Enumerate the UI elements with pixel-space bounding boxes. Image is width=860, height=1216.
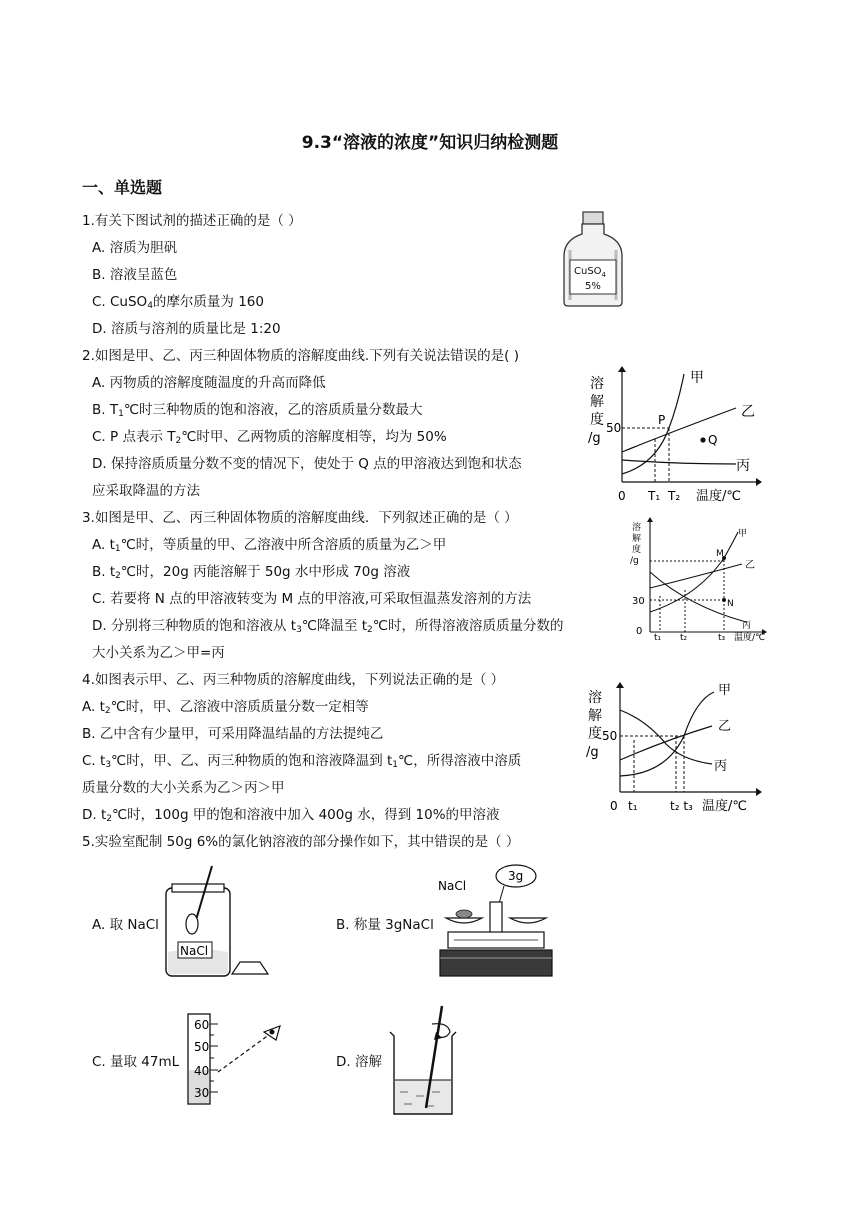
curve-bing [650,572,746,622]
option-c[interactable]: C. 量取 47mL [92,1054,180,1070]
tick-t2-t3: t₂ t₃ [670,799,693,813]
solubility-chart-q4 [586,680,762,820]
question-stem: 3.如图是甲、乙、丙三种固体物质的溶解度曲线．下列叙述正确的是（ ） [82,510,518,526]
svg-text:5%: 5% [585,281,601,292]
option-d-line2: 大小关系为乙＞甲=丙 [92,645,225,661]
balance-nacl-label: NaCl [438,879,467,893]
solubility-chart-q2 [586,364,762,506]
label-bing: 丙 [714,759,728,774]
option-d[interactable]: D. 溶解 [336,1054,382,1070]
tick-label: 50 [194,1040,210,1054]
tick-t1: t₁ [628,799,638,813]
bottle-stopper [583,212,603,224]
option-a[interactable]: A. 取 NaCl [92,917,159,933]
label-yi: 乙 [718,719,732,734]
option-c[interactable]: C. 若要将 N 点的甲溶液转变为 M 点的甲溶液,可采取恒温蒸发溶剂的方法 [92,591,532,607]
tick-label: 60 [194,1018,210,1032]
balance-base [440,950,552,976]
x-axis-label: 温度/℃ [696,489,741,504]
tick-30: 30 [632,596,645,607]
tick-50: 50 [606,421,622,435]
option-c-line1[interactable]: C. $t_3℃$时，甲、乙、丙三种物质的饱和溶液降温到 $t_1℃$，所得溶液中溶质 [82,753,522,770]
tick-t1: T₁ [648,489,661,503]
ylabel-char: 解 [588,708,602,724]
ylabel-char: /g [588,431,601,446]
option-a[interactable]: A. 溶质为胆矾 [92,240,178,256]
origin: 0 [610,799,618,813]
curve-yi [622,408,736,452]
origin: 0 [618,489,626,503]
option-b[interactable]: B. 溶液呈蓝色 [92,267,178,283]
question-stem: 4.如图表示甲、乙、丙三种物质的溶解度曲线，下列说法正确的是（ ） [82,672,505,688]
ylabel-char: 解 [590,394,604,410]
option-b[interactable]: B. $t_2℃$时，20g 丙能溶解于 50g 水中形成 70g 溶液 [92,564,411,581]
option-d[interactable]: D. $t_2℃$时，100g 甲的饱和溶液中加入 400g 水，得到 10%的甲溶液 [82,807,500,824]
question-stem: 2.如图是甲、乙、丙三种固体物质的溶解度曲线.下列有关说法错误的是( ) [82,348,519,364]
point-n [722,598,726,602]
option-a[interactable]: A. $t_2℃$时，甲、乙溶液中溶质质量分数一定相等 [82,699,369,716]
tick-label: 30 [194,1086,210,1100]
ylabel-char: 度 [590,412,604,428]
ylabel-char: 解 [632,534,642,544]
label-p: P [658,413,666,427]
tick-t2: T₂ [668,489,681,503]
tick-50: 50 [602,729,618,743]
balance-figure [434,862,558,982]
stir-arrow-icon [432,1024,450,1038]
question-stem: 5.实验室配制 50g 6%的氯化钠溶液的部分操作如下，其中错误的是（ ） [82,834,520,850]
tick-label: 40 [194,1064,210,1078]
tick-t3: t₃ [718,633,726,643]
option-a[interactable]: A. $t_1℃$时，等质量的甲、乙溶液中所含溶质的质量为乙＞甲 [92,537,447,554]
tick-t1: t₁ [654,633,662,643]
graduated-cylinder-figure [184,1010,294,1108]
point-q [700,437,705,442]
solubility-chart-q3 [628,516,768,646]
ylabel-char: 度 [632,545,642,555]
label-jia: 甲 [738,529,748,539]
label-m: M [716,549,724,559]
stopper-upside-down [232,962,268,974]
ylabel-char: 度 [588,726,602,742]
option-b[interactable]: B. 乙中含有少量甲，可采用降温结晶的方法提纯乙 [82,726,384,742]
ylabel-char: 溶 [632,523,642,533]
curve-yi [650,564,742,588]
option-d-line1[interactable]: D. 保持溶质质量分数不变的情况下，使处于 Q 点的甲溶液达到饱和状态 [92,456,522,472]
label-yi: 乙 [741,404,755,420]
option-d-line1[interactable]: D. 分别将三种物质的饱和溶液从 $t_3℃$降温至 $t_2℃$时，所得溶液溶质质量分数的 [92,618,564,635]
sight-line [218,1034,270,1072]
label-n: N [727,599,734,609]
origin: 0 [636,626,643,637]
tick-t2: t₂ [680,633,688,643]
take-nacl-figure [160,862,280,982]
label-bing: 丙 [742,621,752,631]
label-q: Q [708,433,718,447]
left-pan [446,918,482,923]
ylabel-char: 溶 [588,690,602,706]
svg-text:NaCl: NaCl [180,944,209,958]
x-axis-label: 温度/℃ [734,633,766,643]
label-jia: 甲 [718,683,732,698]
label-yi: 乙 [745,560,755,571]
svg-text:3g: 3g [508,869,524,883]
question-stem: 1.有关下图试剂的描述正确的是（ ） [82,213,302,229]
curve-bing [622,460,736,464]
option-d-line2: 应采取降温的方法 [92,483,200,499]
option-c-line2: 质量分数的大小关系为乙＞丙＞甲 [82,780,285,796]
option-c[interactable]: C. P 点表示 $T_2℃$时甲、乙两物质的溶解度相等，均为 50% [92,429,447,446]
option-a[interactable]: A. 丙物质的溶解度随温度的升高而降低 [92,375,326,391]
option-c[interactable]: C. CuSO$_4$的摩尔质量为 160 [92,294,264,311]
reagent-bottle-figure [560,210,626,310]
right-pan [510,918,546,923]
label-jia: 甲 [690,370,704,386]
label-bing: 丙 [736,458,750,474]
ylabel-char: 溶 [590,376,604,392]
x-axis-label: 温度/℃ [702,799,747,814]
page-title: 9.3“溶液的浓度”知识归纳检测题 [301,133,559,153]
section-heading: 一、单选题 [82,178,163,197]
option-b[interactable]: B. 称量 3gNaCl [336,917,434,933]
ylabel-char: /g [630,556,639,566]
curve-jia [620,692,714,776]
svg-text:CuSO4: CuSO$_4$ [574,266,607,279]
beaker-dissolve-figure [386,1002,466,1120]
option-b[interactable]: B. $T_1℃$时三种物质的饱和溶液，乙的溶质质量分数最大 [92,402,423,419]
option-d[interactable]: D. 溶质与溶剂的质量比是 1:20 [92,321,281,337]
ylabel-char: /g [586,745,599,760]
curve-jia [622,374,684,474]
